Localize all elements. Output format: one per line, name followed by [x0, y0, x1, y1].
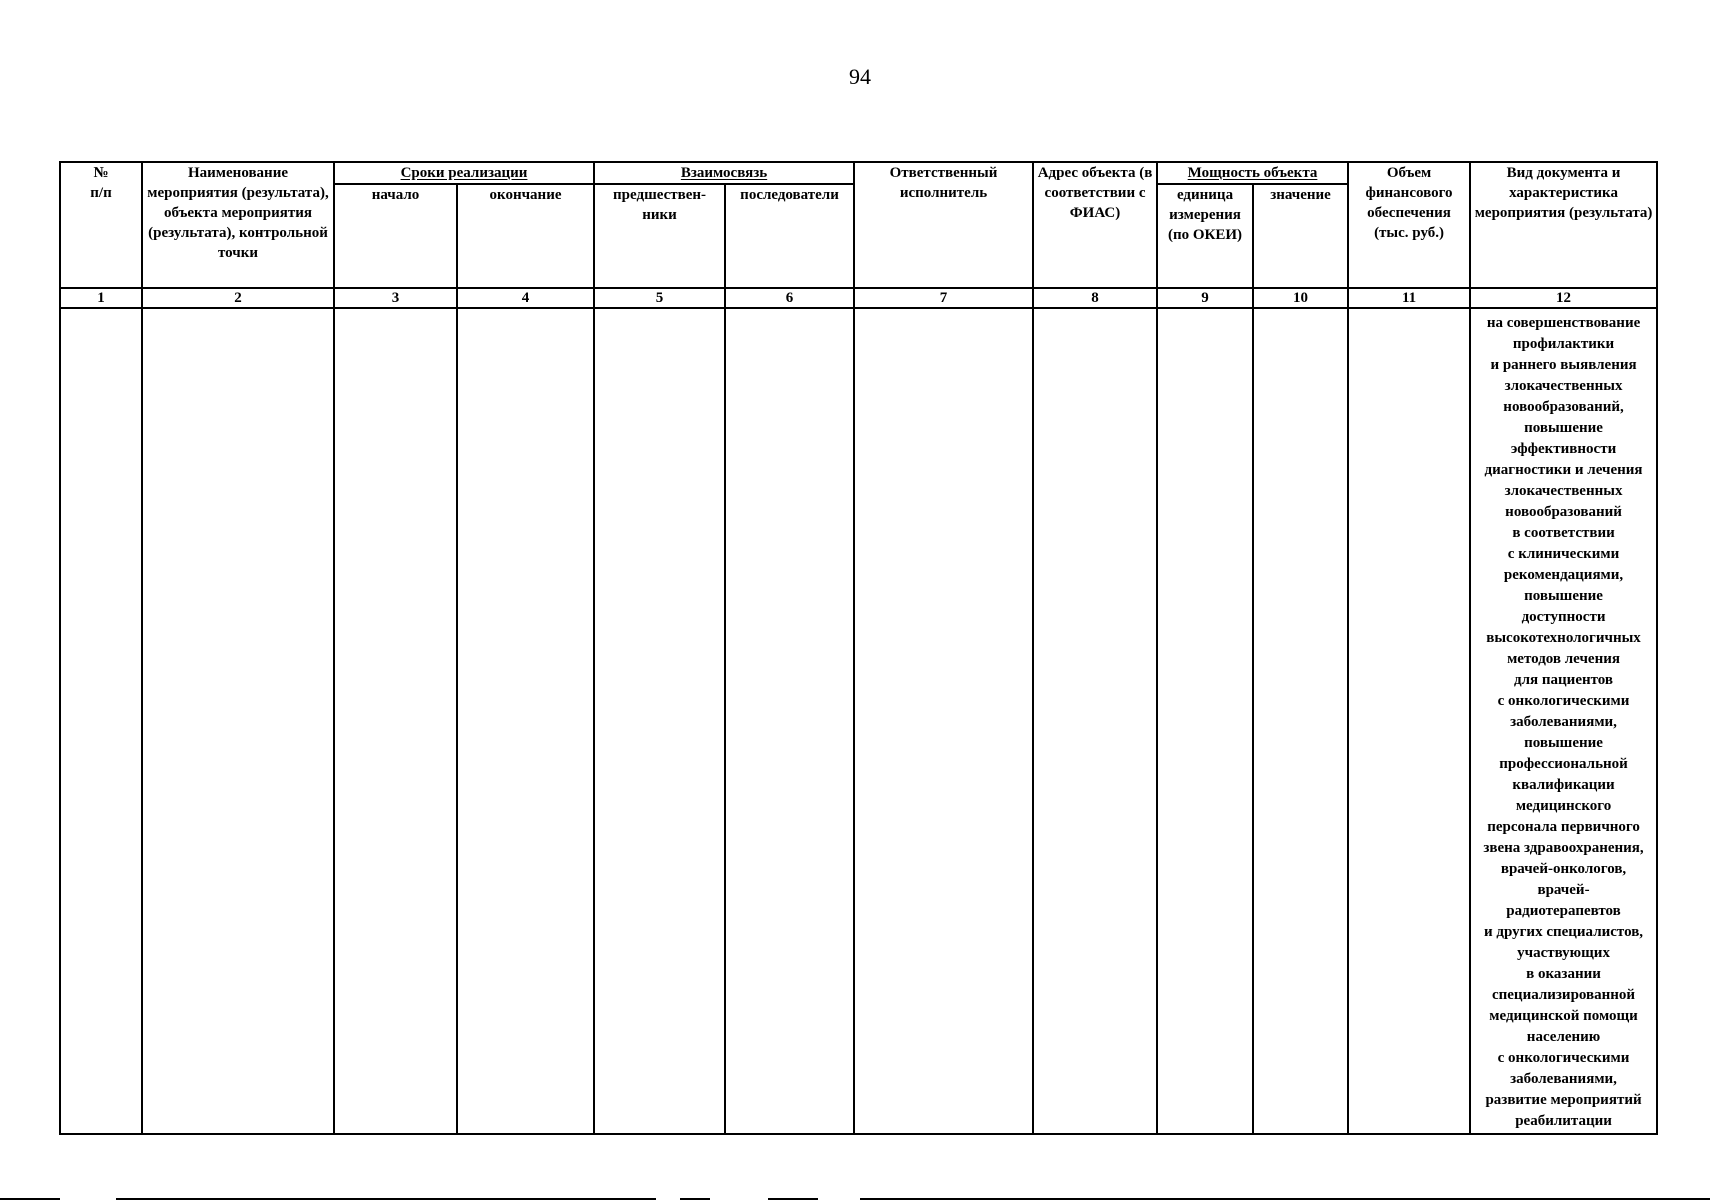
- cell-responsible: [854, 308, 1033, 1134]
- cell-address: [1033, 308, 1157, 1134]
- description-line: с клиническими: [1507, 546, 1620, 562]
- column-number: 12: [1470, 288, 1657, 308]
- cell-financing: [1348, 308, 1470, 1134]
- column-number: 8: [1033, 288, 1157, 308]
- description-line: реабилитации: [1515, 1113, 1612, 1129]
- description-line: повышение: [1524, 420, 1603, 436]
- header-responsible: Ответственный исполнитель: [854, 162, 1033, 288]
- cell-start: [334, 308, 457, 1134]
- header-group-link: [594, 162, 854, 184]
- description-line: рекомендациями,: [1503, 567, 1624, 583]
- description-line: медицинского: [1515, 798, 1612, 814]
- header-financing: Объем финансового обеспечения (тыс. руб.): [1348, 162, 1470, 288]
- header-group-terms: [334, 162, 594, 184]
- description-line: с онкологическими: [1497, 1050, 1630, 1066]
- description-line: участвующих: [1517, 945, 1610, 961]
- description-line: и раннего выявления: [1490, 357, 1637, 373]
- description-line: доступности: [1521, 609, 1606, 625]
- description-line: специализированной: [1491, 987, 1636, 1003]
- description-line: высокотехнологичных: [1486, 630, 1641, 646]
- description-line: развитие мероприятий: [1485, 1092, 1642, 1108]
- description-line: в оказании: [1526, 966, 1601, 982]
- description-line: с онкологическими: [1497, 693, 1630, 709]
- column-number: 7: [854, 288, 1033, 308]
- column-number-row: [60, 288, 1657, 308]
- cell-successors: [725, 308, 854, 1134]
- cell-unit: [1157, 308, 1253, 1134]
- cell-predecessors: [594, 308, 725, 1134]
- description-line: эффективности: [1510, 441, 1617, 457]
- description-line: новообразований: [1505, 504, 1622, 520]
- description-line: квалификации: [1512, 777, 1615, 793]
- cell-document-description: [1470, 308, 1657, 1134]
- column-number: 6: [725, 288, 854, 308]
- column-number: 4: [457, 288, 594, 308]
- description-line: методов лечения: [1507, 651, 1620, 667]
- description-line: в соответствии: [1512, 525, 1615, 541]
- description-line: злокачественных: [1504, 378, 1623, 394]
- column-number: 11: [1348, 288, 1470, 308]
- description-line: повышение: [1524, 588, 1603, 604]
- description-line: врачей-онкологов,: [1500, 861, 1627, 877]
- header-row-top: [60, 162, 1657, 184]
- header-end: окончание: [457, 184, 594, 288]
- header-number: № п/п: [60, 162, 142, 288]
- table-row: [60, 308, 1657, 1134]
- description-line: персонала первичного: [1487, 819, 1640, 835]
- description-line: новообразований,: [1503, 399, 1624, 415]
- header-predecessors: предшествен- ники: [594, 184, 725, 288]
- header-group-capacity: [1157, 162, 1348, 184]
- header-successors: последователи: [725, 184, 854, 288]
- column-number: 10: [1253, 288, 1348, 308]
- header-name: Наименование мероприятия (результата), объекта мероприятия (результата), контрольной точки: [142, 162, 334, 288]
- description-line: медицинской помощи: [1489, 1008, 1638, 1024]
- description-line: населению: [1526, 1029, 1601, 1045]
- cell-name: [142, 308, 334, 1134]
- cell-number: [60, 308, 142, 1134]
- description-line: диагностики и лечения: [1484, 462, 1643, 478]
- description-line: профессиональной: [1499, 756, 1628, 772]
- page-number: 94: [849, 64, 871, 89]
- description-line: и других специалистов,: [1483, 924, 1644, 940]
- column-number: 2: [142, 288, 334, 308]
- description-line: повышение: [1524, 735, 1603, 751]
- column-number: 9: [1157, 288, 1253, 308]
- header-group-link-label: Взаимосвязь: [680, 165, 768, 181]
- cell-value: [1253, 308, 1348, 1134]
- header-document-type: Вид документа и характеристика мероприятия (результата): [1470, 162, 1657, 288]
- description-line: звена здравоохранения,: [1483, 840, 1644, 856]
- description-line: профилактики: [1512, 336, 1615, 352]
- description-line: заболеваниями,: [1510, 714, 1617, 730]
- plan-table: [59, 161, 1658, 1135]
- description-line: заболеваниями,: [1510, 1071, 1617, 1087]
- header-group-capacity-label: Мощность объекта: [1187, 165, 1318, 181]
- description-line: злокачественных: [1504, 483, 1623, 499]
- description-line: на совершенствование: [1486, 315, 1641, 331]
- header-group-terms-label: Сроки реализации: [400, 165, 528, 181]
- header-unit: единица измерения (по ОКЕИ): [1157, 184, 1253, 288]
- cell-end: [457, 308, 594, 1134]
- description-line: радиотерапевтов: [1506, 903, 1621, 919]
- header-start: начало: [334, 184, 457, 288]
- column-number: 1: [60, 288, 142, 308]
- column-number: 3: [334, 288, 457, 308]
- description-line: врачей-: [1537, 882, 1590, 898]
- header-value: значение: [1253, 184, 1348, 288]
- description-line: для пациентов: [1514, 672, 1614, 688]
- header-address: Адрес объекта (в соответствии с ФИАС): [1033, 162, 1157, 288]
- column-number: 5: [594, 288, 725, 308]
